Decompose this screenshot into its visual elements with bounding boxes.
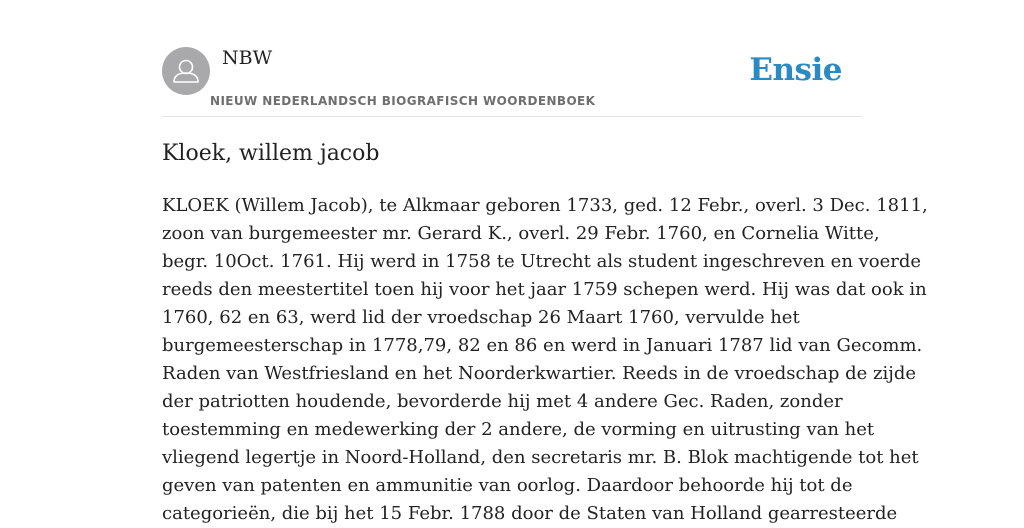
- article-line: toestemming en medewerking der 2 andere, de vorming en uitrusting van het: [162, 419, 875, 440]
- article-line: 1760, 62 en 63, werd lid der vroedschap 26 Maart 1760, vervulde het: [162, 307, 800, 328]
- article-line: reeds den meestertitel toen hij voor het jaar 1759 schepen werd. Hij was dat ook in: [162, 279, 927, 300]
- article-line: burgemeesterschap in 1778,79, 82 en 86 en werd in Januari 1787 lid van Gecomm.: [162, 335, 923, 356]
- source-abbreviation-link[interactable]: NBW: [222, 47, 273, 69]
- user-placeholder-icon: [162, 47, 210, 95]
- article-line: begr. 10Oct. 1761. Hij werd in 1758 te Utrecht als student ingeschreven en voerde: [162, 251, 922, 272]
- article-line: geven van patenten en ammunitie van oorlog. Daardoor behoorde hij tot de: [162, 475, 853, 496]
- article-title: Kloek, willem jacob: [162, 141, 380, 166]
- article-line: vliegend legertje in Noord-Holland, den secretaris mr. B. Blok machtigende tot het: [162, 447, 919, 468]
- ensie-logo-link[interactable]: Ensie: [749, 52, 842, 88]
- article-line: zoon van burgemeester mr. Gerard K., overl. 29 Febr. 1760, en Cornelia Witte,: [162, 223, 880, 244]
- source-header: [162, 46, 862, 117]
- article-line: der patriotten houdende, bevorderde hij met 4 andere Gec. Raden, zonder: [162, 391, 843, 412]
- article-line: KLOEK (Willem Jacob), te Alkmaar geboren 1733, ged. 12 Febr., overl. 3 Dec. 1811,: [162, 195, 928, 216]
- article-body: [162, 192, 928, 528]
- article-line: categorieën, die bij het 15 Febr. 1788 door de Staten van Holland gearresteerde: [162, 503, 898, 524]
- source-full-name: NIEUW NEDERLANDSCH BIOGRAFISCH WOORDENBOEK: [210, 94, 596, 108]
- article-line: Raden van Westfriesland en het Noorderkwartier. Reeds in de vroedschap de zijde: [162, 363, 917, 384]
